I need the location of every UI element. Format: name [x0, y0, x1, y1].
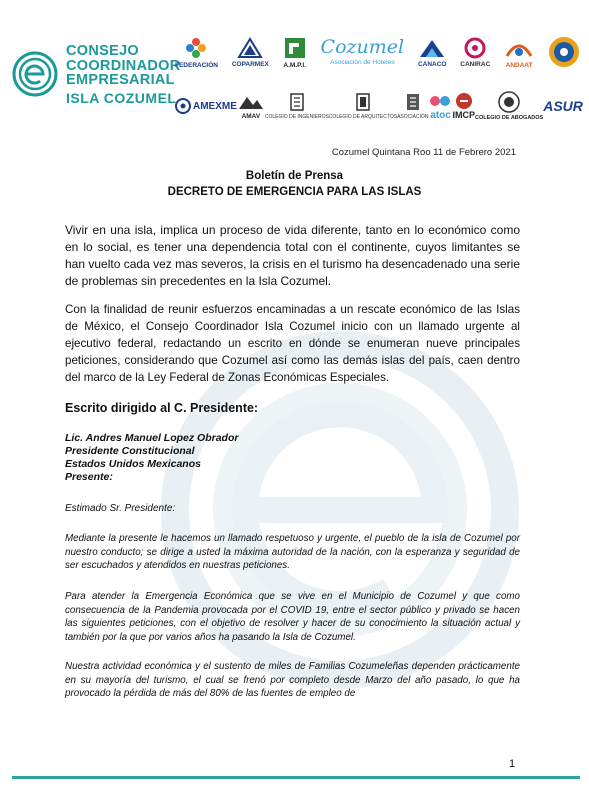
- amexme-logo: [175, 98, 237, 114]
- coparmex-logo: [232, 37, 269, 68]
- bulletin-title: Boletín de Prensa: [245, 170, 344, 182]
- logo-label: COPARMEX: [231, 60, 269, 68]
- brand-line-3: EMPRESARIAL: [66, 72, 175, 88]
- atoc-logo: [428, 92, 452, 121]
- amav-logo: [237, 93, 265, 120]
- addressee-name: Lic. Andres Manuel Lopez Obrador: [65, 432, 239, 444]
- page-number: 1: [509, 758, 516, 770]
- logo-label: CANIRAC: [460, 60, 491, 68]
- logo-row-2: [175, 84, 583, 128]
- logo-label: A.M.P.I.: [283, 61, 307, 69]
- purpose-paragraph: Con la finalidad de reunir esfuerzos encaminadas a un rescate económico de las Islas de México, el Consejo Coordinador Isla Cozumel inicio con un llamado urgente al ejecutivo federal, redactando un escrito en dónde se enumeran nueve principales peticiones, considerando que Cozumel así como las demás islas del país, caen dentro del marco de la Ley Federal de Zonas Económicas Especiales.: [65, 303, 520, 384]
- cozumel-wordmark: Cozumel: [320, 36, 405, 58]
- footer-divider: [12, 776, 580, 779]
- logo-label: ASOCIACIÓN: [397, 114, 429, 120]
- logo-label: IMCP: [452, 110, 475, 120]
- intro-paragraph: Vivir en una isla, implica un proceso de vida diferente, tanto en lo económico como en lo social, es tener una dependencia total con el continente, cuyos limitantes se han vuelto cada vez mas severos, la crisis en el turismo ha desencadenado una serie de problemas sin precedentes en la Isla Cozumel.: [65, 223, 520, 288]
- document-date: Cozumel Quintana Roo 11 de Febrero 2021: [331, 147, 516, 158]
- logo-label: COLEGIO DE ABOGADOS: [474, 115, 544, 121]
- logo-label: COLEGIO DE ARQUITECTOS: [328, 114, 398, 120]
- logo-label: COLEGIO DE INGENIEROS: [264, 114, 329, 120]
- round-seal-logo: [548, 36, 580, 68]
- letter-paragraph-2: Para atender la Emergencia Económica que se vive en el Municipio de Cozumel y que como consecuencia de la Pandemia provocada por el COVID 19, entre el sector público y privado se hacen las siguientes peticiones, con el objetivo de resolver y hacer de su conocimiento la situación actual y también por la que por varios años ha pasando la Isla de Cozumel.: [65, 591, 520, 643]
- bulletin-subtitle: DECRETO DE EMERGENCIA PARA LAS ISLAS: [167, 186, 422, 198]
- logo-label: ASUR: [543, 98, 583, 114]
- logo-label: atoc: [430, 109, 451, 121]
- logo-label: FEDERACIÓN: [175, 61, 218, 69]
- addressee-block: [65, 432, 238, 484]
- building-logo-1: [265, 92, 329, 120]
- addressee-country: Estados Unidos Mexicanos: [65, 458, 201, 470]
- canirac-logo: [460, 37, 490, 68]
- brand-line-2: COORDINADOR: [66, 57, 181, 74]
- logo-label: CANACO: [417, 60, 447, 68]
- addressee-present: Presente:: [65, 471, 113, 483]
- asur-logo: [543, 98, 583, 114]
- logo-label: AMAV: [241, 112, 261, 120]
- letter-paragraph-1: Mediante la presente le hacemos un llamado respetuoso y urgente, el pueblo de la isla de Cozumel por nuestro conducto; se dirige a usted la máxima autoridad de la nación, con la esperanza y seguridad de ser escuchados y atendidos en nuestras peticiones.: [65, 533, 520, 571]
- federacion-flower-logo: [175, 36, 218, 69]
- canaco-logo: [418, 37, 447, 68]
- imcp-logo: [452, 92, 475, 120]
- addressee-role: Presidente Constitucional: [65, 445, 195, 457]
- cozumel-hotels-logo: [321, 38, 405, 66]
- brand-line-1: CONSEJO: [66, 43, 140, 59]
- andaat-logo: [504, 36, 534, 69]
- letter-paragraph-3: Nuestra actividad económica y el sustento de miles de Familias Cozumeleñas dependen prácticamente en su mayoría del turismo, el cual se frenó por completo desde Marzo del año pasado, lo que ha provocado la pérdida de más del 80% de las fuentes de empleo de: [65, 661, 520, 699]
- colegio-abogados-logo: [475, 91, 543, 121]
- building-logo-3: [397, 92, 428, 120]
- logo-label: ANDAAT: [505, 61, 533, 69]
- logo-label: Asociación de Hoteles: [330, 59, 395, 66]
- logo-label: AMEXME: [193, 100, 237, 112]
- building-logo-2: [329, 92, 397, 120]
- letter-greeting: Estimado Sr. Presidente:: [65, 503, 176, 514]
- letter-heading: Escrito dirigido al C. Presidente:: [65, 401, 259, 415]
- brand-line-4: ISLA COZUMEL: [66, 89, 177, 106]
- brand-header: [12, 44, 180, 105]
- ampi-logo: [283, 36, 307, 69]
- logo-row-1: [175, 30, 580, 74]
- partner-logos: [175, 30, 583, 128]
- consejo-logo-icon: [12, 51, 58, 97]
- brand-name: [66, 44, 180, 105]
